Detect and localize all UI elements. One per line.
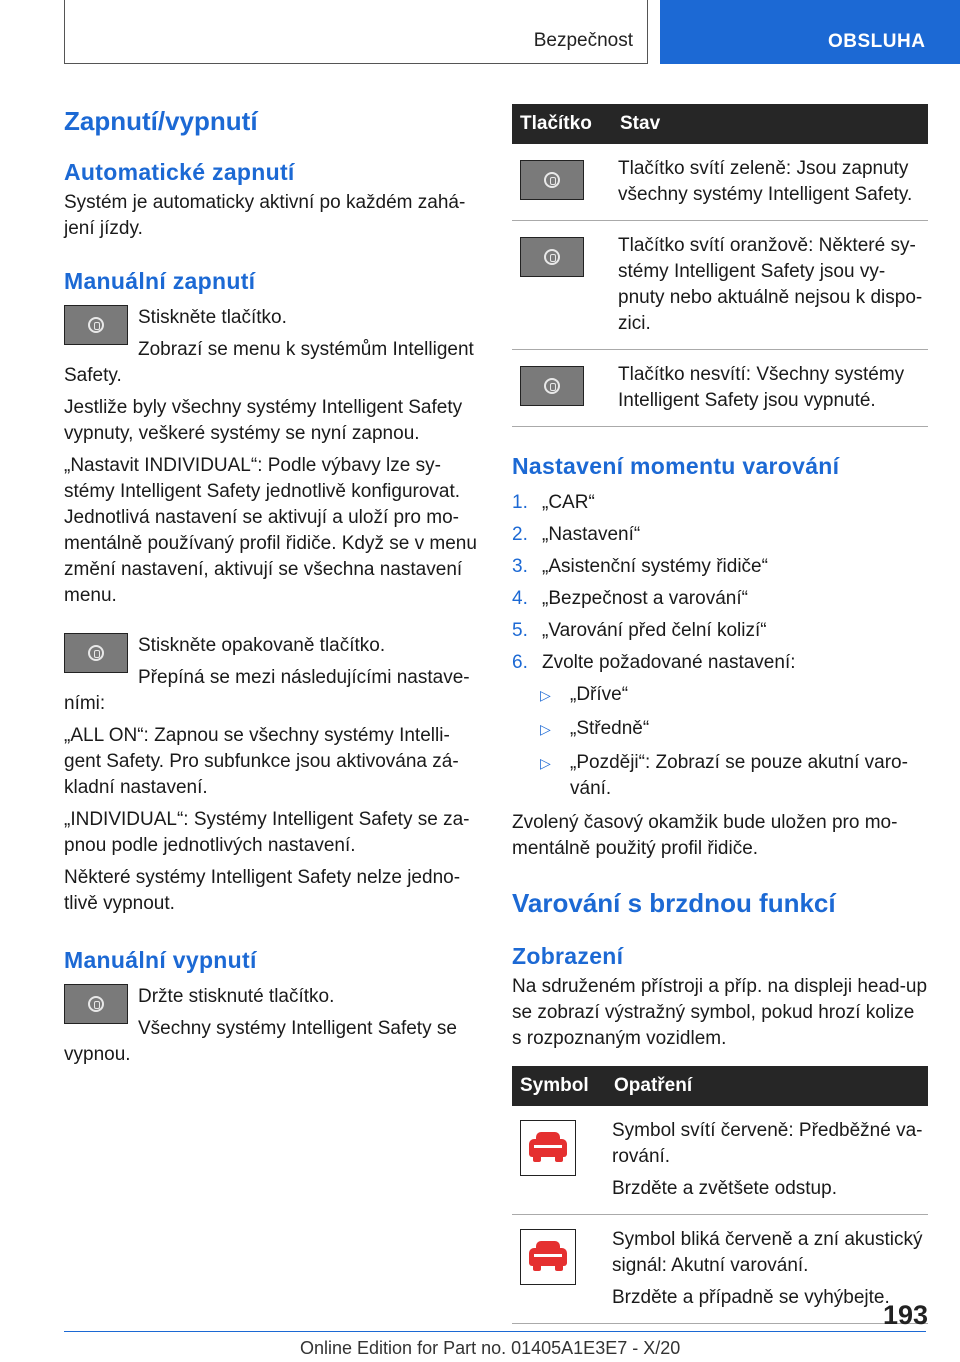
- manual-on-heading: Manuální zapnutí: [64, 268, 256, 294]
- hold-button-text: Držte stisknuté tlačítko.: [138, 986, 335, 1007]
- table-row: [512, 1106, 928, 1215]
- intelligent-safety-button-icon-3: [64, 984, 128, 1024]
- manual-off-heading: Manuální vypnutí: [64, 947, 257, 973]
- table-row: [512, 221, 928, 350]
- status-text: Tlačítko svítí oranžově: Některé sy-stémy Intelligent Safety jsou vy-pnuty nebo aktuálně nejsou k dispo-zici.: [612, 221, 928, 350]
- options-list: [512, 682, 928, 802]
- button-orange-icon: [520, 237, 584, 277]
- warning-timing-heading: Nastavení momentu varování: [512, 453, 840, 479]
- individual-text: „INDIVIDUAL“: Systémy Intelligent Safety se za-pnou podle jednotlivých nastavení.: [64, 809, 470, 856]
- table-header-button: Tlačítko: [512, 104, 612, 144]
- list-item: 2. „Nastavení“: [512, 524, 641, 545]
- action-text: Brzděte a případně se vyhýbejte.: [612, 1287, 890, 1308]
- header-chapter-tab: [660, 0, 960, 64]
- left-column: [64, 100, 478, 1068]
- header-section-title: Bezpečnost: [533, 30, 633, 51]
- status-text: Tlačítko nesvítí: Všechny systémy Intelligent Safety jsou vypnuté.: [612, 350, 928, 427]
- triangle-bullet-icon: ▷: [540, 687, 551, 703]
- car-warning-icon: [520, 1229, 576, 1285]
- table-header-status: Stav: [612, 104, 928, 144]
- individual-set-text: „Nastavit INDIVIDUAL“: Podle výbavy lze sy-stémy Intelligent Safety jednotlivě konfigurovat. Jednotlivá nastavení se aktivují a uloží pro mo-mentálně používaný profil řidiče. Když se v menu změní nastavení, aktivují se všechna nastavení menu.: [64, 455, 477, 606]
- display-heading: Zobrazení: [512, 943, 624, 969]
- timing-note: Zvolený časový okamžik bude uložen pro mo-mentálně použitý profil řidiče.: [512, 812, 898, 859]
- page-title: Zapnutí/vypnutí: [64, 106, 258, 136]
- symbol-text: Symbol bliká červeně a zní akustický signál: Akutní varování.: [612, 1229, 923, 1276]
- all-off-text: Všechny systémy Intelligent Safety se vypnou.: [64, 1018, 457, 1065]
- action-text: Brzděte a zvětšete odstup.: [612, 1178, 837, 1199]
- table-row: [512, 144, 928, 221]
- header-chapter-title: OBSLUHA: [828, 31, 926, 52]
- triangle-bullet-icon: ▷: [540, 755, 551, 771]
- press-repeat-text: Stiskněte opakovaně tlačítko.: [138, 635, 386, 656]
- list-item: 3. „Asistenční systémy řidiče“: [512, 556, 768, 577]
- list-item: 4. „Bezpečnost a varování“: [512, 588, 748, 609]
- all-on-text: „ALL ON“: Zapnou se všechny systémy Intelli-gent Safety. Pro subfunkce jsou aktivována zá-kladní nastavení.: [64, 725, 459, 798]
- status-text: Tlačítko svítí zeleně: Jsou zapnuty všechny systémy Intelligent Safety.: [612, 144, 928, 221]
- table-header-action: Opatření: [606, 1066, 928, 1106]
- menu-shown-text: Zobrazí se menu k systémům Intelligent Safety.: [64, 339, 474, 386]
- table-row: [512, 1215, 928, 1324]
- button-off-icon: [520, 366, 584, 406]
- if-off-text: Jestliže byly všechny systémy Intelligent Safety vypnuty, veškeré systémy se nyní zapnou.: [64, 397, 463, 444]
- right-column: [512, 104, 928, 1324]
- list-item: ▷ „Středně“: [512, 716, 928, 742]
- symbol-table: [512, 1066, 928, 1324]
- list-item: 1. „CAR“: [512, 492, 595, 513]
- intelligent-safety-button-icon-2: [64, 633, 128, 673]
- list-item: ▷ „Dříve“: [512, 682, 928, 708]
- page-number: 193: [882, 1300, 928, 1330]
- table-row: [512, 350, 928, 427]
- table-header-symbol: Symbol: [512, 1066, 606, 1106]
- symbol-text: Symbol svítí červeně: Předběžné va-rování.: [612, 1120, 923, 1167]
- auto-on-text: Systém je automaticky aktivní po každém zahá-jení jízdy.: [64, 192, 466, 239]
- auto-on-heading: Automatické zapnutí: [64, 159, 295, 185]
- press-button-text: Stiskněte tlačítko.: [138, 307, 287, 328]
- list-item: 5. „Varování před čelní kolizí“: [512, 620, 767, 641]
- edition-text: Online Edition for Part no. 01405A1E3E7 - X/20: [300, 1338, 681, 1358]
- switches-text: Přepíná se mezi následujícími nastave-ními:: [64, 667, 470, 714]
- intelligent-safety-button-icon: [64, 305, 128, 345]
- list-item: ▷ „Později“: Zobrazí se pouze akutní varo-vání.: [540, 752, 908, 799]
- footer-divider: [64, 1331, 926, 1332]
- button-green-icon: [520, 160, 584, 200]
- brake-warning-heading: Varování s brzdnou funkcí: [512, 888, 836, 918]
- button-status-table: [512, 104, 928, 427]
- list-item: 6. Zvolte požadované nastavení:: [512, 652, 796, 673]
- car-warning-icon: [520, 1120, 576, 1176]
- steps-list: [512, 490, 928, 676]
- triangle-bullet-icon: ▷: [540, 721, 551, 737]
- some-cannot-text: Některé systémy Intelligent Safety nelze jedno-tlivě vypnout.: [64, 867, 461, 914]
- display-text: Na sdruženém přístroji a příp. na displeji head-up se zobrazí výstražný symbol, pokud hrozí kolize s rozpoznaným vozidlem.: [512, 976, 928, 1049]
- header-section-box: [64, 0, 648, 64]
